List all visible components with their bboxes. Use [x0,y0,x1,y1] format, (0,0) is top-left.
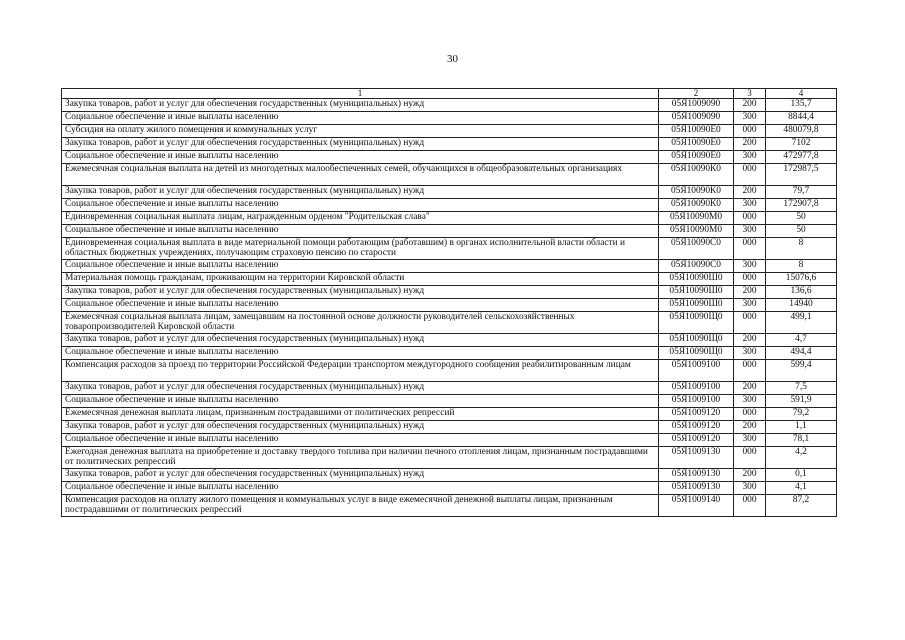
table-row [62,212,837,225]
row-name-cell: Социальное обеспечение и иные выплаты населению [62,225,659,238]
row-type-cell: 300 [734,225,766,238]
table-row [62,112,837,125]
row-sum-cell: 494,4 [766,347,837,360]
row-code-cell: 05Я1009100 [659,395,734,408]
row-name-cell: Закупка товаров, работ и услуг для обеспечения государственных (муниципальных) нужд [62,138,659,151]
table-body [62,99,837,517]
row-type-cell: 200 [734,421,766,434]
row-code-cell: 05Я10090Е0 [659,125,734,138]
row-code-cell: 05Я10090К0 [659,186,734,199]
table-row [62,408,837,421]
row-code-cell: 05Я10090К0 [659,199,734,212]
row-name-cell: Социальное обеспечение и иные выплаты населению [62,482,659,495]
table-row [62,421,837,434]
row-type-cell: 300 [734,347,766,360]
row-sum-cell: 7102 [766,138,837,151]
row-type-cell: 000 [734,447,766,469]
row-name-cell: Единовременная социальная выплата лицам, награжденным орденом "Родительская слава" [62,212,659,225]
row-name-cell: Ежегодная денежная выплата на приобретение и доставку твердого топлива при наличии печного отопления лицам, признанным пострадавшими от политических репрессий [62,447,659,469]
budget-table [61,88,837,517]
header-col-4: 4 [766,89,837,99]
row-code-cell: 05Я1009130 [659,482,734,495]
row-code-cell: 05Я10090С0 [659,260,734,273]
row-type-cell: 200 [734,469,766,482]
row-code-cell: 05Я1009120 [659,434,734,447]
row-code-cell: 05Я1009090 [659,112,734,125]
row-sum-cell: 79,2 [766,408,837,421]
row-code-cell: 05Я10090Е0 [659,138,734,151]
row-name-cell: Закупка товаров, работ и услуг для обеспечения государственных (муниципальных) нужд [62,334,659,347]
row-type-cell: 200 [734,382,766,395]
row-sum-cell: 50 [766,212,837,225]
row-name-cell: Социальное обеспечение и иные выплаты населению [62,299,659,312]
row-sum-cell: 50 [766,225,837,238]
row-code-cell: 05Я10090С0 [659,238,734,260]
row-name-cell: Закупка товаров, работ и услуг для обеспечения государственных (муниципальных) нужд [62,421,659,434]
row-code-cell: 05Я1009100 [659,360,734,382]
table-row [62,138,837,151]
row-sum-cell: 1,1 [766,421,837,434]
row-code-cell: 05Я10090М0 [659,225,734,238]
table-row [62,382,837,395]
row-type-cell: 000 [734,273,766,286]
page-number: 30 [447,53,458,65]
row-sum-cell: 4,7 [766,334,837,347]
row-type-cell: 000 [734,125,766,138]
row-sum-cell: 480079,8 [766,125,837,138]
row-type-cell: 300 [734,260,766,273]
row-sum-cell: 14940 [766,299,837,312]
header-col-1: 1 [62,89,659,99]
table-row [62,469,837,482]
row-type-cell: 300 [734,112,766,125]
row-name-cell: Субсидия на оплату жилого помещения и коммунальных услуг [62,125,659,138]
row-name-cell: Ежемесячная денежная выплата лицам, признанным пострадавшими от политических репрессий [62,408,659,421]
table-row [62,225,837,238]
table-row [62,238,837,260]
row-name-cell: Социальное обеспечение и иные выплаты населению [62,112,659,125]
table-row [62,360,837,382]
row-sum-cell: 8 [766,238,837,260]
row-code-cell: 05Я10090Щ0 [659,334,734,347]
row-type-cell: 200 [734,138,766,151]
row-sum-cell: 172987,5 [766,164,837,186]
row-code-cell: 05Я10090М0 [659,212,734,225]
row-code-cell: 05Я1009130 [659,469,734,482]
row-sum-cell: 8844,4 [766,112,837,125]
row-sum-cell: 0,1 [766,469,837,482]
row-code-cell: 05Я10090Ш0 [659,286,734,299]
row-code-cell: 05Я1009120 [659,421,734,434]
row-name-cell: Социальное обеспечение и иные выплаты населению [62,199,659,212]
row-type-cell: 300 [734,299,766,312]
row-type-cell: 000 [734,408,766,421]
row-name-cell: Закупка товаров, работ и услуг для обеспечения государственных (муниципальных) нужд [62,99,659,112]
row-type-cell: 000 [734,212,766,225]
row-name-cell: Компенсация расходов за проезд по территории Российской Федерации транспортом междугородного сообщения реабилитированным лицам [62,360,659,382]
row-sum-cell: 4,2 [766,447,837,469]
row-name-cell: Единовременная социальная выплата в виде материальной помощи работающим (работавшим) в органах исполнительной власти области и областных бюджетных учреждениях, получающим страховую пенсию по старости [62,238,659,260]
row-type-cell: 200 [734,186,766,199]
row-type-cell: 200 [734,286,766,299]
row-type-cell: 200 [734,99,766,112]
row-name-cell: Закупка товаров, работ и услуг для обеспечения государственных (муниципальных) нужд [62,286,659,299]
row-type-cell: 300 [734,434,766,447]
table-row [62,199,837,212]
row-name-cell: Компенсация расходов на оплату жилого помещения и коммунальных услуг в виде ежемесячной денежной выплаты лицам, признанным пострадавшими от политических репрессий [62,495,659,517]
table-row [62,434,837,447]
row-code-cell: 05Я1009090 [659,99,734,112]
table-row [62,495,837,517]
row-sum-cell: 87,2 [766,495,837,517]
row-code-cell: 05Я10090Щ0 [659,347,734,360]
row-sum-cell: 172907,8 [766,199,837,212]
row-name-cell: Материальная помощь гражданам, проживающим на территории Кировской области [62,273,659,286]
row-type-cell: 000 [734,238,766,260]
table-row [62,151,837,164]
row-code-cell: 05Я1009140 [659,495,734,517]
table-row [62,482,837,495]
header-col-3: 3 [734,89,766,99]
row-name-cell: Закупка товаров, работ и услуг для обеспечения государственных (муниципальных) нужд [62,186,659,199]
row-name-cell: Социальное обеспечение и иные выплаты населению [62,347,659,360]
row-type-cell: 300 [734,395,766,408]
row-code-cell: 05Я10090Ш0 [659,273,734,286]
row-sum-cell: 8 [766,260,837,273]
table-row [62,347,837,360]
row-type-cell: 000 [734,360,766,382]
row-code-cell: 05Я10090Е0 [659,151,734,164]
table-row [62,125,837,138]
row-code-cell: 05Я10090Ш0 [659,299,734,312]
table-row [62,186,837,199]
row-name-cell: Социальное обеспечение и иные выплаты населению [62,151,659,164]
row-code-cell: 05Я1009130 [659,447,734,469]
row-code-cell: 05Я10090Щ0 [659,312,734,334]
row-type-cell: 000 [734,495,766,517]
row-type-cell: 300 [734,482,766,495]
row-type-cell: 200 [734,334,766,347]
row-sum-cell: 78,1 [766,434,837,447]
row-sum-cell: 135,7 [766,99,837,112]
row-sum-cell: 15076,6 [766,273,837,286]
row-sum-cell: 472977,8 [766,151,837,164]
table-row [62,99,837,112]
row-sum-cell: 7,5 [766,382,837,395]
row-code-cell: 05Я1009100 [659,382,734,395]
table-row [62,312,837,334]
row-sum-cell: 591,9 [766,395,837,408]
table-row [62,299,837,312]
row-type-cell: 300 [734,199,766,212]
row-sum-cell: 4,1 [766,482,837,495]
row-name-cell: Социальное обеспечение и иные выплаты населению [62,395,659,408]
table-row [62,164,837,186]
row-name-cell: Закупка товаров, работ и услуг для обеспечения государственных (муниципальных) нужд [62,469,659,482]
row-name-cell: Социальное обеспечение и иные выплаты населению [62,260,659,273]
table-row [62,286,837,299]
row-type-cell: 000 [734,312,766,334]
row-sum-cell: 499,1 [766,312,837,334]
row-name-cell: Ежемесячная социальная выплата лицам, замещавшим на постоянной основе должности руководителей сельскохозяйственных товаропроизводителей Кировской области [62,312,659,334]
row-code-cell: 05Я10090К0 [659,164,734,186]
row-sum-cell: 136,6 [766,286,837,299]
row-type-cell: 300 [734,151,766,164]
header-col-2: 2 [659,89,734,99]
table-row [62,273,837,286]
row-code-cell: 05Я1009120 [659,408,734,421]
table-row [62,395,837,408]
table-row [62,447,837,469]
row-name-cell: Закупка товаров, работ и услуг для обеспечения государственных (муниципальных) нужд [62,382,659,395]
row-name-cell: Социальное обеспечение и иные выплаты населению [62,434,659,447]
table-row [62,334,837,347]
row-sum-cell: 79,7 [766,186,837,199]
row-name-cell: Ежемесячная социальная выплата на детей из многодетных малообеспеченных семей, обучающихся в общеобразовательных организациях [62,164,659,186]
row-type-cell: 000 [734,164,766,186]
table-row [62,260,837,273]
header-row [62,89,837,99]
row-sum-cell: 599,4 [766,360,837,382]
